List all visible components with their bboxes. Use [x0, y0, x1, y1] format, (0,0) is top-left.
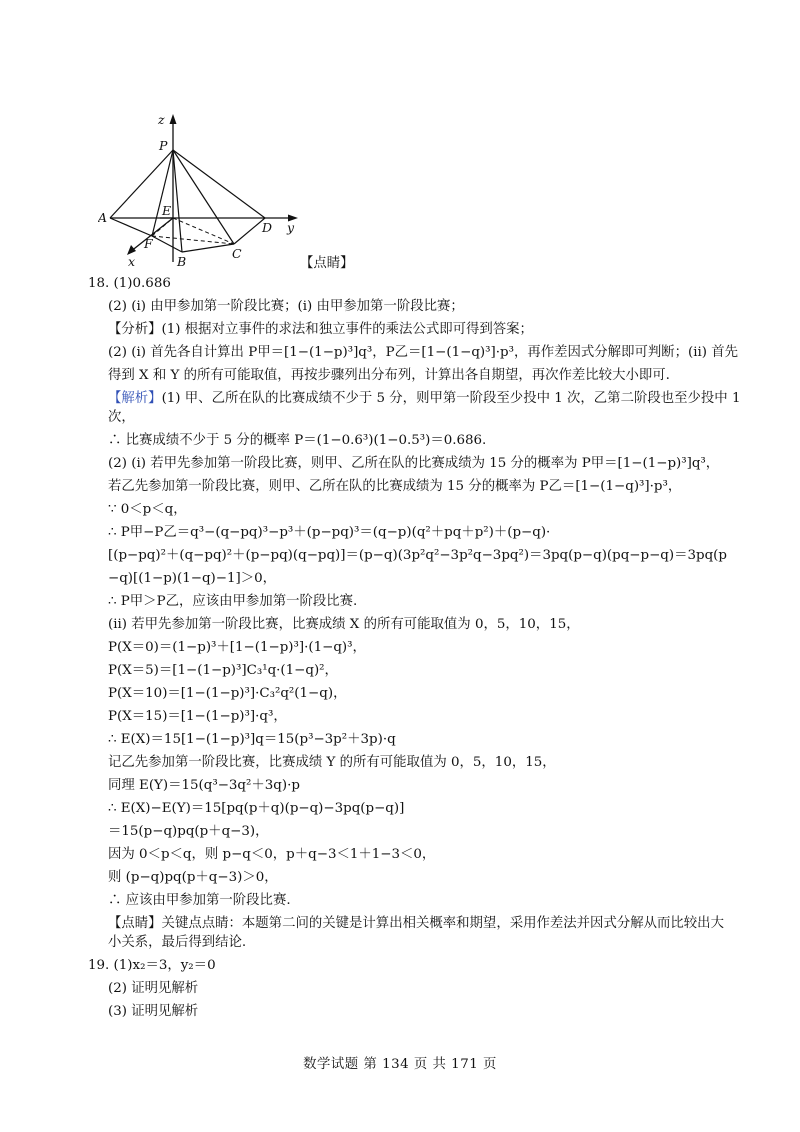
q18-px0: P(X＝0)＝(1−p)³＋[1−(1−p)³]·(1−q)³，: [108, 640, 366, 655]
q18-ex: ∴ E(X)＝15[1−(1−p)³]q＝15(p³−3p²＋3p)·q: [108, 732, 396, 747]
q18-2i-b: 若乙先参加第一阶段比赛，则甲、乙所在队的比赛成绩为 15 分的概率为 P乙＝[1−(1−q)³]·p³，: [108, 479, 682, 494]
edge-PF: [152, 150, 173, 236]
q18-diff-1: ∴ P甲−P乙＝q³−(q−pq)³−p³＋(p−pq)³＝(q−p)(q²＋pq＋p²)＋(p−q)·: [108, 525, 551, 540]
q19-answer-3: (3) 证明见解析: [108, 1004, 199, 1019]
edge-AF: [110, 218, 152, 236]
q18-dianjing-2: 小关系，最后得到结论.: [108, 935, 247, 950]
q18-answer-1: 18. (1)0.686: [88, 276, 171, 291]
q18-conclusion-1: ∴ P甲＞P乙，应该由甲参加第一阶段比赛.: [108, 594, 358, 609]
edge-PD: [173, 150, 265, 218]
z-axis-arrow: [170, 114, 177, 124]
q18-2i-a: (2) (i) 若甲先参加第一阶段比赛，则甲、乙所在队的比赛成绩为 15 分的概率为 P甲＝[1−(1−p)³]q³，: [108, 456, 720, 471]
label-E: E: [162, 203, 172, 218]
q18-then: 则 (p−q)pq(p＋q−3)＞0，: [108, 870, 278, 885]
jiexi-text-1: (1) 甲、乙所在队的比赛成绩不少于 5 分，则甲第一阶段至少投中 1 次，乙第二阶段也至少投中 1: [161, 391, 741, 406]
label-F: F: [144, 236, 153, 251]
q18-conclusion-2: ∴ 应该由甲参加第一阶段比赛.: [108, 893, 291, 908]
q18-exey-1: ∴ E(X)−E(Y)＝15[pq(p＋q)(p−q)−3pq(p−q)]: [108, 801, 405, 816]
q18-px5: P(X＝5)＝[1−(1−p)³]C₃¹q·(1−q)²，: [108, 663, 338, 678]
q18-analysis-1: 【分析】(1) 根据对立事件的求法和独立事件的乘法公式即可得到答案；: [108, 322, 533, 337]
q18-diff-3: −q)[(1−p)(1−q)−1]＞0，: [108, 571, 277, 586]
q18-analysis-3: 得到 X 和 Y 的所有可能取值，再按步骤列出分布列，计算出各自期望，再次作差比较大小即可.: [108, 368, 670, 383]
pyramid-figure: [98, 112, 308, 270]
edge-FB: [152, 236, 182, 252]
q18-ey: 同理 E(Y)＝15(q³−3q²＋3q)·p: [108, 778, 300, 793]
q18-dianjing-1: 【点睛】关键点点睛：本题第二问的关键是计算出相关概率和期望，采用作差法并因式分解从而比较出大: [108, 916, 724, 931]
pyramid-diagram: [98, 112, 308, 270]
label-B: B: [177, 254, 187, 269]
page-footer: 数学试题 第 134 页 共 171 页: [303, 1057, 497, 1072]
q19-answer-1: 19. (1)x₂＝3，y₂＝0: [88, 958, 216, 973]
label-z: z: [158, 112, 165, 127]
label-C: C: [232, 246, 242, 261]
q19-answer-2: (2) 证明见解析: [108, 981, 199, 996]
edge-PC: [173, 150, 234, 244]
q18-diff-2: [(p−pq)²＋(q−pq)²＋(p−pq)(q−pq)]＝(p−q)(3p²q²−3p²q−3pq²)＝3pq(p−q)(pq−p−q)＝3pq(p: [108, 548, 727, 563]
q18-answer-2: (2) (i) 由甲参加第一阶段比赛；(i) 由甲参加第一阶段比赛；: [108, 299, 464, 314]
label-y: y: [287, 220, 295, 235]
label-D: D: [262, 220, 273, 235]
q18-exey-2: ＝15(p−q)pq(p＋q−3)，: [108, 824, 269, 839]
q18-part-ii: (ii) 若甲先参加第一阶段比赛，比赛成绩 X 的所有可能取值为 0，5，10，15，: [108, 617, 580, 632]
q18-prob-line: ∴ 比赛成绩不少于 5 分的概率 P＝(1−0.6³)(1−0.5³)＝0.686.: [108, 433, 487, 448]
q18-px15: P(X＝15)＝[1−(1−p)³]·q³，: [108, 709, 287, 724]
edge-PB: [173, 150, 182, 252]
figure-note: 【点睛】: [300, 256, 354, 271]
edge-CD: [234, 218, 265, 244]
q18-analysis-2: (2) (i) 首先各自计算出 P甲＝[1−(1−p)³]q³，P乙＝[1−(1−q)³]·p³，再作差因式分解即可判断；(ii) 首先: [108, 345, 739, 360]
q18-jiexi-1: [108, 389, 740, 408]
jiexi-tag: 【解析】: [108, 391, 162, 406]
label-P: P: [159, 138, 168, 153]
q18-px10: P(X＝10)＝[1−(1−p)³]·C₃²q²(1−q)，: [108, 686, 347, 701]
label-A: A: [98, 210, 108, 225]
q18-since: 因为 0＜p＜q，则 p−q＜0，p＋q−3＜1＋1−3＜0，: [108, 847, 436, 862]
q18-condition: ∵ 0＜p＜q，: [108, 502, 187, 517]
edge-BC: [182, 244, 234, 252]
q18-jiexi-1b: 次，: [108, 410, 135, 425]
label-x: x: [128, 254, 136, 269]
q18-y-values: 记乙先参加第一阶段比赛，比赛成绩 Y 的所有可能取值为 0，5，10，15，: [108, 755, 556, 770]
